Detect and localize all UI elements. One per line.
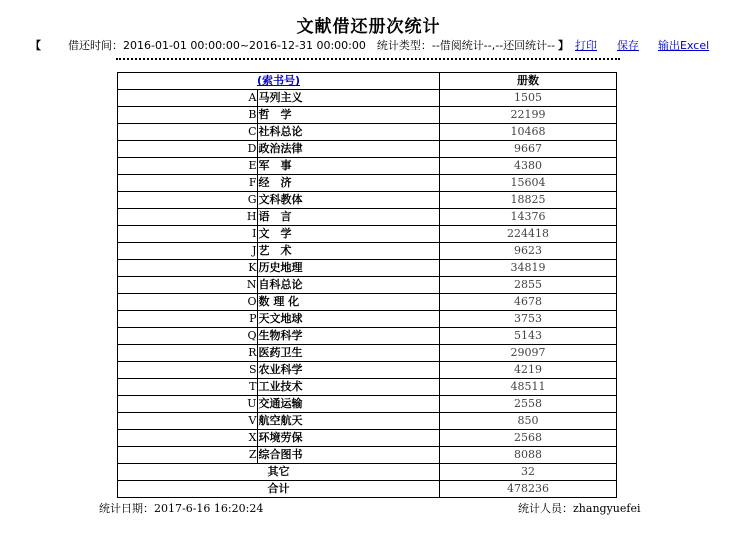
other-label: 其它	[118, 464, 440, 481]
category-name: 农业科学	[257, 362, 311, 378]
category-cell	[118, 328, 440, 345]
table-row	[118, 345, 617, 362]
table-row	[118, 413, 617, 430]
category-cell	[118, 90, 440, 107]
category-cell	[118, 379, 440, 396]
category-cell	[118, 175, 440, 192]
category-code: Z	[248, 448, 257, 461]
category-cell	[118, 141, 440, 158]
category-code: G	[247, 193, 257, 206]
count-cell: 9667	[440, 141, 617, 158]
table-row	[118, 447, 617, 464]
category-name: 数 理 化	[257, 294, 311, 310]
dotted-divider	[116, 58, 620, 60]
category-cell	[118, 277, 440, 294]
category-name: 艺 术	[257, 243, 311, 259]
category-name: 哲 学	[257, 107, 311, 123]
table-row	[118, 260, 617, 277]
stat-date-label: 统计日期：	[99, 502, 154, 515]
table-row	[118, 379, 617, 396]
count-cell: 2855	[440, 277, 617, 294]
count-cell: 15604	[440, 175, 617, 192]
category-name: 文 学	[257, 226, 311, 242]
category-cell	[118, 226, 440, 243]
category-cell	[118, 345, 440, 362]
call-number-sort-link[interactable]: (索书号)	[256, 74, 301, 87]
count-cell: 224418	[440, 226, 617, 243]
count-cell: 1505	[440, 90, 617, 107]
table-row	[118, 430, 617, 447]
criteria-bracket-close: 】	[558, 39, 569, 52]
count-cell: 34819	[440, 260, 617, 277]
category-code: B	[248, 108, 257, 121]
total-row	[118, 481, 617, 498]
table-row	[118, 175, 617, 192]
stats-table	[117, 72, 617, 498]
category-cell	[118, 294, 440, 311]
table-row	[118, 294, 617, 311]
category-code: H	[246, 210, 257, 223]
category-name: 历史地理	[257, 260, 311, 276]
category-cell	[118, 260, 440, 277]
category-cell	[118, 107, 440, 124]
category-code: D	[247, 142, 257, 155]
category-code: O	[247, 295, 257, 308]
category-name: 生物科学	[257, 328, 311, 344]
category-cell	[118, 447, 440, 464]
count-cell: 10468	[440, 124, 617, 141]
count-cell: 29097	[440, 345, 617, 362]
stat-user-label: 统计人员：	[518, 502, 573, 515]
count-cell: 22199	[440, 107, 617, 124]
category-header	[118, 73, 440, 90]
count-cell: 4678	[440, 294, 617, 311]
stat-date	[99, 500, 263, 516]
category-name: 政治法律	[257, 141, 311, 157]
category-code: S	[248, 363, 257, 376]
category-cell	[118, 430, 440, 447]
category-code: I	[252, 227, 257, 240]
category-cell	[118, 158, 440, 175]
count-cell: 8088	[440, 447, 617, 464]
category-name: 自科总论	[257, 277, 311, 293]
count-cell: 2568	[440, 430, 617, 447]
table-row	[118, 226, 617, 243]
category-name: 环境劳保	[257, 430, 311, 446]
category-name: 天文地球	[257, 311, 311, 327]
category-name: 工业技术	[257, 379, 311, 395]
category-cell	[118, 124, 440, 141]
stat-date-value: 2017-6-16 16:20:24	[154, 502, 264, 515]
category-name: 军 事	[257, 158, 311, 174]
category-code: J	[252, 244, 257, 257]
category-cell	[118, 192, 440, 209]
count-cell: 5143	[440, 328, 617, 345]
table-row	[118, 192, 617, 209]
category-code: X	[248, 431, 257, 444]
stat-user	[518, 500, 640, 516]
category-code: R	[248, 346, 257, 359]
count-cell: 3753	[440, 311, 617, 328]
table-body	[118, 90, 617, 464]
category-name: 航空航天	[257, 413, 311, 429]
category-name: 交通运输	[257, 396, 311, 412]
category-name: 经 济	[257, 175, 311, 191]
category-code: Q	[247, 329, 257, 342]
category-name: 医药卫生	[257, 345, 311, 361]
category-code: E	[248, 159, 257, 172]
count-header: 册数	[440, 73, 617, 90]
criteria-bar	[30, 37, 720, 53]
table-row	[118, 311, 617, 328]
category-name: 综合图书	[257, 447, 311, 463]
count-cell: 4219	[440, 362, 617, 379]
count-cell: 850	[440, 413, 617, 430]
category-name: 语 言	[257, 209, 311, 225]
category-code: U	[247, 397, 257, 410]
category-name: 社科总论	[257, 124, 311, 140]
category-code: C	[248, 125, 257, 138]
total-label: 合计	[118, 481, 440, 498]
table-row	[118, 243, 617, 260]
table-row	[118, 277, 617, 294]
count-cell: 14376	[440, 209, 617, 226]
table-row	[118, 328, 617, 345]
table-row	[118, 107, 617, 124]
table-row	[118, 362, 617, 379]
other-row	[118, 464, 617, 481]
other-count: 32	[440, 464, 617, 481]
category-code: F	[248, 176, 257, 189]
table-row	[118, 141, 617, 158]
print-link[interactable]: 打印	[575, 39, 597, 52]
category-code: V	[248, 414, 257, 427]
category-code: A	[248, 91, 257, 104]
page-title: 文献借还册次统计	[296, 17, 441, 37]
count-cell: 48511	[440, 379, 617, 396]
criteria-bracket-open: 【	[30, 39, 41, 52]
table-row	[118, 90, 617, 107]
category-code: T	[249, 380, 257, 393]
count-cell: 9623	[440, 243, 617, 260]
category-cell	[118, 396, 440, 413]
count-cell: 4380	[440, 158, 617, 175]
category-code: P	[249, 312, 257, 325]
export-excel-link[interactable]: 输出Excel	[658, 39, 710, 52]
table-row	[118, 158, 617, 175]
category-cell	[118, 209, 440, 226]
table-row	[118, 209, 617, 226]
table-row	[118, 124, 617, 141]
category-name: 马列主义	[257, 90, 311, 106]
category-code: N	[246, 278, 257, 291]
save-link[interactable]: 保存	[617, 39, 639, 52]
category-cell	[118, 362, 440, 379]
criteria-text: 借还时间：2016-01-01 00:00:00~2016-12-31 00:00:00 统计类型：--借阅统计--,--还回统计--	[68, 39, 556, 52]
category-cell	[118, 243, 440, 260]
category-cell	[118, 413, 440, 430]
count-cell: 18825	[440, 192, 617, 209]
category-name: 文科教体	[257, 192, 311, 208]
count-cell: 2558	[440, 396, 617, 413]
total-count: 478236	[440, 481, 617, 498]
table-row	[118, 396, 617, 413]
category-cell	[118, 311, 440, 328]
stat-user-value: zhangyuefei	[573, 502, 641, 515]
table-header-row	[118, 73, 617, 90]
category-code: K	[248, 261, 257, 274]
